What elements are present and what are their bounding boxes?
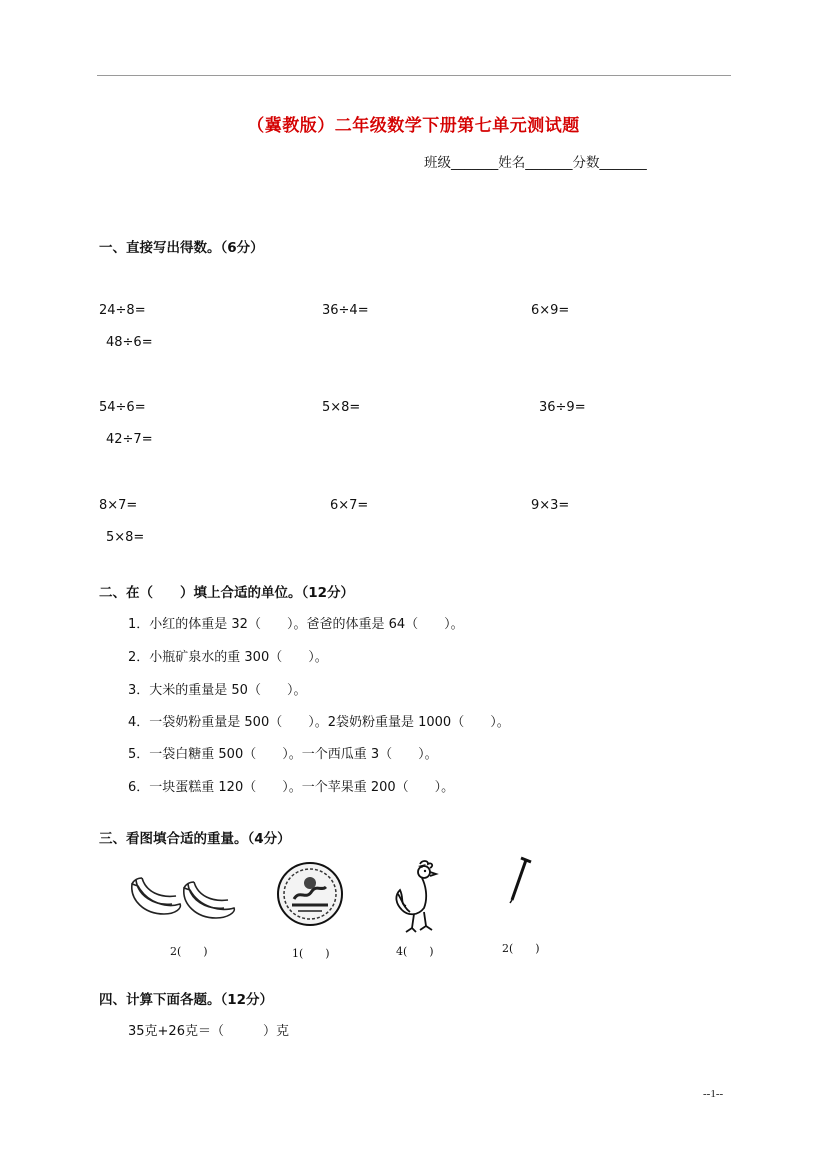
coin-icon [276, 861, 344, 927]
problem-1-3: 6×9= [531, 303, 570, 318]
problem-2-2: 5×8= [322, 400, 361, 415]
problem-1-4: 48÷6= [106, 335, 153, 350]
unit-question-5: 5．一袋白糖重 500（ ）。一个西瓜重 3（ ）。 [128, 747, 438, 762]
nail-icon [506, 856, 532, 904]
rooster-caption: 4( ) [396, 945, 434, 958]
problem-3-1: 8×7= [99, 498, 138, 513]
problem-3-2: 6×7= [330, 498, 369, 513]
section-3-heading: 三、看图填合适的重量。（4分） [99, 831, 291, 847]
problem-2-4: 42÷7= [106, 432, 153, 447]
rooster-icon [392, 858, 448, 936]
section-4-heading: 四、计算下面各题。（12分） [99, 992, 274, 1008]
section-2-heading: 二、在（ ）填上合适的单位。（12分） [99, 585, 355, 601]
problem-3-4: 5×8= [106, 530, 145, 545]
problem-3-3: 9×3= [531, 498, 570, 513]
bananas-icon [128, 870, 243, 922]
section-1-heading: 一、直接写出得数。（6分） [99, 240, 264, 256]
coin-caption: 1( ) [292, 947, 330, 960]
header-rule [97, 75, 731, 76]
unit-question-1: 1．小红的体重是 32（ ）。爸爸的体重是 64（ ）。 [128, 617, 464, 632]
unit-question-3: 3．大米的重量是 50（ ）。 [128, 683, 307, 698]
unit-question-6: 6．一块蛋糕重 120（ ）。一个苹果重 200（ ）。 [128, 780, 455, 795]
unit-question-4: 4．一袋奶粉重量是 500（ ）。2袋奶粉重量是 1000（ ）。 [128, 715, 510, 730]
calc-question-1: 35克+26克＝（ ）克 [128, 1024, 289, 1039]
problem-1-2: 36÷4= [322, 303, 369, 318]
unit-question-2: 2．小瓶矿泉水的重 300（ ）。 [128, 650, 328, 665]
page-number: --1-- [703, 1088, 724, 1100]
page-title: （冀教版）二年级数学下册第七单元测试题 [247, 116, 580, 136]
problem-1-1: 24÷8= [99, 303, 146, 318]
problem-2-3: 36÷9= [539, 400, 586, 415]
nail-caption: 2( ) [502, 942, 540, 955]
problem-2-1: 54÷6= [99, 400, 146, 415]
bananas-caption: 2( ) [170, 945, 208, 958]
student-info-line: 班级_______姓名_______分数_______ [424, 155, 647, 171]
